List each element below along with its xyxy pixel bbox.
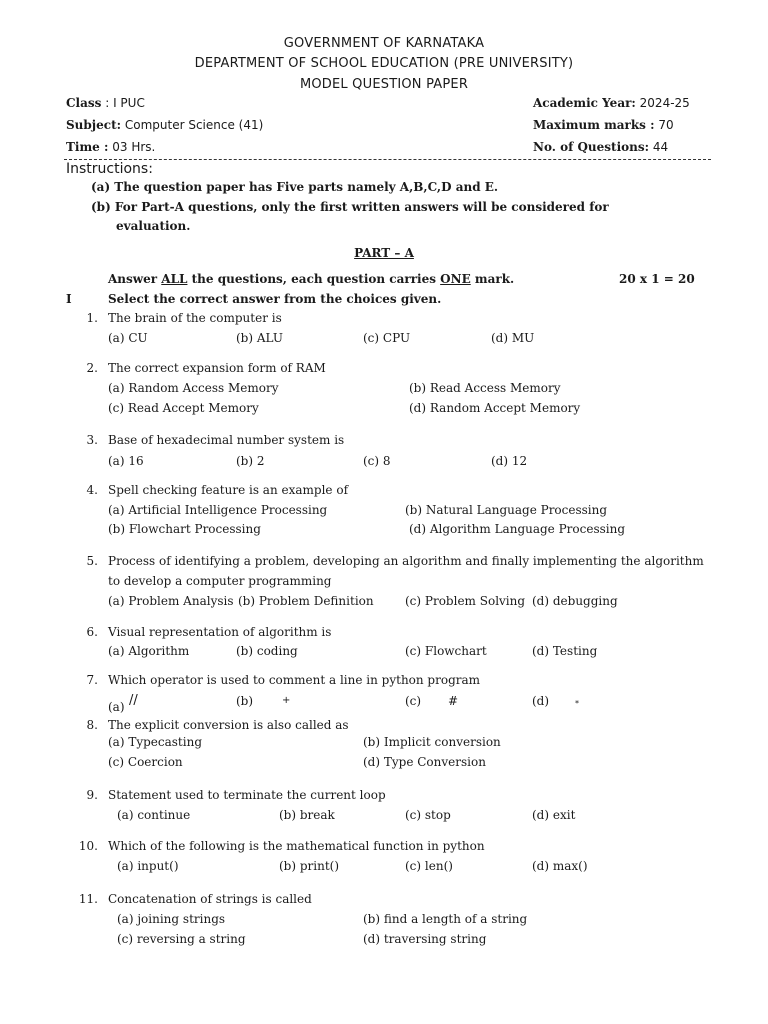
- option: (c) reversing a string: [117, 932, 246, 946]
- question-text: The explicit conversion is also called as: [108, 718, 349, 732]
- option-label: (d): [532, 694, 550, 708]
- option: (b) find a length of a string: [363, 912, 528, 926]
- option: (a) input(): [117, 859, 179, 873]
- option: (a) Random Access Memory: [108, 381, 279, 395]
- option: (c) Problem Solving: [405, 594, 526, 608]
- option-label: (c): [405, 694, 422, 708]
- directions-mid: the questions, each question carries: [187, 272, 441, 286]
- option: (b) Read Access Memory: [409, 381, 561, 395]
- option: (c) Read Accept Memory: [108, 401, 259, 415]
- meta-time: [66, 140, 155, 154]
- header-government: GOVERNMENT OF KARNATAKA: [283, 36, 485, 51]
- option: (d) exit: [532, 808, 576, 822]
- option: (c) Flowchart: [405, 644, 487, 658]
- option: (c) Coercion: [108, 755, 183, 769]
- option: (d) Algorithm Language Processing: [409, 522, 626, 536]
- meta-time-value: 03 Hrs.: [108, 140, 156, 154]
- part-a-directions: [108, 272, 514, 286]
- option: (d) 12: [491, 454, 528, 468]
- question-number: 5.: [86, 554, 98, 568]
- meta-max-marks: [533, 118, 674, 132]
- option: (d) Type Conversion: [363, 755, 486, 769]
- option: (b) Implicit conversion: [363, 735, 501, 749]
- question-text: The brain of the computer is: [108, 311, 282, 325]
- option: (d) debugging: [532, 594, 618, 608]
- instruction-b: (b) For Part-A questions, only the first written answers will be considered for: [91, 200, 609, 214]
- question-text: The correct expansion form of RAM: [108, 361, 326, 375]
- option: (d) max(): [532, 859, 588, 873]
- question-number: 4.: [86, 483, 98, 497]
- option: (a) Algorithm: [108, 644, 190, 658]
- option-value: +: [282, 695, 291, 706]
- question-text: Spell checking feature is an example of: [108, 483, 349, 497]
- question-number: 10.: [78, 839, 98, 853]
- option-value: *: [575, 699, 579, 708]
- question-number: 2.: [86, 361, 98, 375]
- question-number: 8.: [86, 718, 98, 732]
- option: (c) stop: [405, 808, 451, 822]
- directions-all: ALL: [161, 272, 188, 286]
- meta-marks-value: 70: [654, 118, 674, 132]
- option-label: (a): [108, 700, 125, 714]
- directions-pre: Answer: [108, 272, 162, 286]
- option-value: #: [448, 694, 459, 708]
- question-text: Which operator is used to comment a line in python program: [108, 673, 481, 687]
- option: (b) print(): [279, 859, 340, 873]
- option: (a) continue: [117, 808, 191, 822]
- meta-num-questions: [533, 140, 668, 154]
- option: (b) Problem Definition: [238, 594, 374, 608]
- question-number: 6.: [86, 625, 98, 639]
- option: (b) Flowchart Processing: [108, 522, 261, 536]
- option: (b) Natural Language Processing: [405, 503, 608, 517]
- meta-subject-label: Subject:: [66, 118, 122, 132]
- meta-subject-value: Computer Science (41): [121, 118, 264, 132]
- option: (a) Typecasting: [108, 735, 203, 749]
- question-text: Which of the following is the mathematical function in python: [108, 839, 485, 853]
- question-text: Base of hexadecimal number system is: [108, 433, 345, 447]
- option: (a) Artificial Intelligence Processing: [108, 503, 328, 517]
- meta-year-value: 2024-25: [635, 96, 690, 110]
- question-text: Statement used to terminate the current loop: [108, 788, 386, 802]
- option: (b) coding: [236, 644, 298, 658]
- directions-post: mark.: [470, 272, 515, 286]
- option: (c) CPU: [363, 331, 411, 345]
- option-label: (b): [236, 694, 254, 708]
- option: (d) Testing: [532, 644, 598, 658]
- option: (d) traversing string: [363, 932, 487, 946]
- option: (a) Problem Analysis: [108, 594, 234, 608]
- question-number: 11.: [78, 892, 98, 906]
- option-value: //: [129, 693, 138, 708]
- option: (a) joining strings: [117, 912, 226, 926]
- directions-one: ONE: [440, 272, 471, 286]
- question-text: Concatenation of strings is called: [108, 892, 312, 906]
- part-a-marks: 20 x 1 = 20: [619, 272, 695, 286]
- option: (c) 8: [363, 454, 391, 468]
- instruction-b-continued: evaluation.: [116, 219, 191, 233]
- header-divider: [64, 159, 711, 160]
- option: (b) ALU: [236, 331, 283, 345]
- option: (b) break: [279, 808, 335, 822]
- instructions-title: Instructions:: [66, 161, 153, 177]
- meta-time-label: Time :: [66, 140, 109, 154]
- option: (b) 2: [236, 454, 265, 468]
- option: (a) CU: [108, 331, 148, 345]
- header-paper-title: MODEL QUESTION PAPER: [299, 77, 469, 92]
- meta-class: [66, 96, 145, 110]
- question-number: 9.: [86, 788, 98, 802]
- question-number: 7.: [86, 673, 98, 687]
- meta-marks-label: Maximum marks :: [533, 118, 655, 132]
- question-number: 1.: [86, 311, 98, 325]
- option: (a) 16: [108, 454, 144, 468]
- section-roman-numeral: I: [66, 292, 72, 306]
- question-text-continued: to develop a computer programming: [108, 574, 332, 588]
- meta-questions-value: 44: [649, 140, 669, 154]
- section-directions: Select the correct answer from the choices given.: [108, 292, 442, 306]
- question-text: Process of identifying a problem, developing an algorithm and finally implementing the algorithm: [108, 554, 704, 568]
- option: (d) Random Accept Memory: [409, 401, 581, 415]
- meta-year-label: Academic Year:: [533, 96, 636, 110]
- meta-class-label: Class: [66, 96, 102, 110]
- meta-subject: [66, 118, 263, 132]
- part-a-title: PART – A: [354, 246, 414, 260]
- meta-questions-label: No. of Questions:: [533, 140, 650, 154]
- question-number: 3.: [86, 433, 98, 447]
- meta-class-value: : I PUC: [101, 96, 145, 110]
- question-text: Visual representation of algorithm is: [108, 625, 332, 639]
- option: (d) MU: [491, 331, 535, 345]
- option: (c) len(): [405, 859, 453, 873]
- header-department: DEPARTMENT OF SCHOOL EDUCATION (PRE UNIVERSITY): [194, 56, 574, 71]
- meta-academic-year: [533, 96, 690, 110]
- instruction-a: (a) The question paper has Five parts namely A,B,C,D and E.: [91, 180, 499, 194]
